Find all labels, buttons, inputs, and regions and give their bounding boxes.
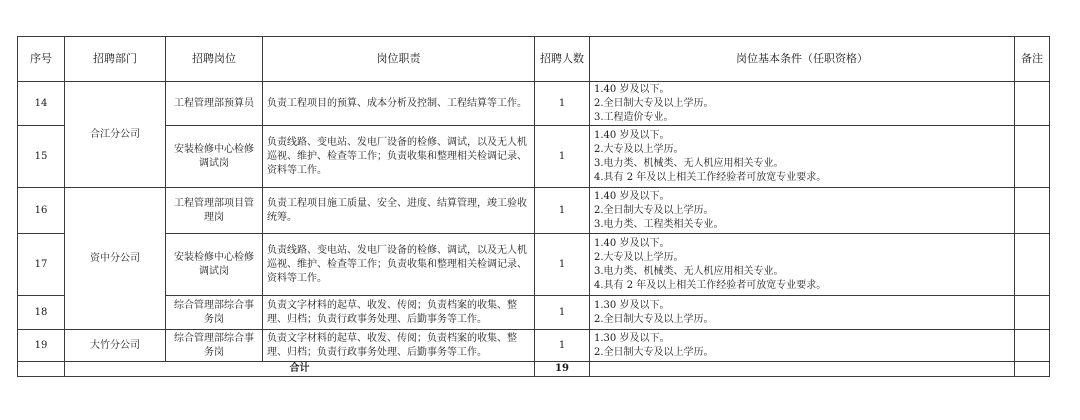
condition-line: 3.电力类、机械类、无人机应用相关专业。 [594,157,784,169]
row-count: 1 [535,296,590,330]
condition-line: 3.电力类、工程类相关专业。 [594,218,724,230]
row-post: 综合管理部综合事务岗 [166,296,263,330]
header-count: 招聘人数 [535,37,590,82]
row-conditions [590,296,1015,330]
row-dept: 大竹分公司 [65,330,166,362]
condition-line: 4.具有 2 年及以上相关工作经验者可放宽专业要求。 [594,171,827,183]
table-row [18,82,1050,126]
row-seq: 14 [18,82,65,126]
row-note [1015,234,1050,296]
row-count: 1 [535,234,590,296]
row-dept: 资中分公司 [65,188,166,330]
row-note [1015,188,1050,234]
total-conditions-cell [590,362,1015,377]
row-duty: 负责文字材料的起草、收发、传阅；负责档案的收集、整理、归档；负责行政事务处理、后勤事务等工作。 [263,296,535,330]
condition-line: 1.40 岁及以下。 [594,237,670,249]
header-row [18,37,1050,82]
row-count: 1 [535,82,590,126]
row-note [1015,330,1050,362]
row-seq: 17 [18,234,65,296]
row-note [1015,126,1050,188]
condition-line: 1.30 岁及以下。 [594,332,670,344]
recruitment-table [17,36,1050,377]
condition-line: 2.大专及以上学历。 [594,251,684,263]
condition-line: 3.电力类、机械类、无人机应用相关专业。 [594,265,784,277]
row-conditions [590,82,1015,126]
total-count: 19 [535,362,590,377]
row-post: 工程管理部预算员 [166,82,263,126]
total-row [18,362,1050,377]
header-conditions: 岗位基本条件（任职资格） [590,37,1015,82]
total-note-cell [1015,362,1050,377]
row-count: 1 [535,126,590,188]
table-row [18,188,1050,234]
row-post: 工程管理部项目管理岗 [166,188,263,234]
row-seq: 18 [18,296,65,330]
total-seq-cell [18,362,65,377]
row-conditions [590,188,1015,234]
row-conditions [590,330,1015,362]
table-row [18,234,1050,296]
condition-line: 2.全日制大专及以上学历。 [594,97,714,109]
condition-line: 2.大专及以上学历。 [594,143,684,155]
condition-line: 1.40 岁及以下。 [594,129,670,141]
row-seq: 16 [18,188,65,234]
total-label: 合计 [65,362,535,377]
condition-line: 2.全日制大专及以上学历。 [594,313,714,325]
condition-line: 2.全日制大专及以上学历。 [594,346,714,358]
table-row [18,296,1050,330]
header-dept: 招聘部门 [65,37,166,82]
header-note: 备注 [1015,37,1050,82]
condition-line: 1.40 岁及以下。 [594,190,670,202]
row-note [1015,82,1050,126]
condition-line: 1.40 岁及以下。 [594,83,670,95]
row-post: 安装检修中心检修调试岗 [166,126,263,188]
row-seq: 19 [18,330,65,362]
condition-line: 4.具有 2 年及以上相关工作经验者可放宽专业要求。 [594,279,827,291]
row-dept: 合江分公司 [65,82,166,188]
row-duty: 负责线路、变电站、发电厂设备的检修、调试，以及无人机巡视、维护、检查等工作；负责收集和整理相关检调记录、资料等工作。 [263,234,535,296]
table-row [18,330,1050,362]
row-note [1015,296,1050,330]
row-conditions [590,234,1015,296]
row-count: 1 [535,188,590,234]
row-count: 1 [535,330,590,362]
condition-line: 1.30 岁及以下。 [594,299,670,311]
row-seq: 15 [18,126,65,188]
header-seq: 序号 [18,37,65,82]
header-duty: 岗位职责 [263,37,535,82]
condition-line: 3.工程造价专业。 [594,111,674,123]
condition-line: 2.全日制大专及以上学历。 [594,204,714,216]
header-post: 招聘岗位 [166,37,263,82]
row-post: 安装检修中心检修调试岗 [166,234,263,296]
row-duty: 负责工程项目施工质量、安全、进度、结算管理，竣工验收统筹。 [263,188,535,234]
row-conditions [590,126,1015,188]
row-duty: 负责工程项目的预算、成本分析及控制、工程结算等工作。 [263,82,535,126]
row-post: 综合管理部综合事务岗 [166,330,263,362]
row-duty: 负责线路、变电站、发电厂设备的检修、调试，以及无人机巡视、维护、检查等工作；负责收集和整理相关检调记录、资料等工作。 [263,126,535,188]
row-duty: 负责文字材料的起草、收发、传阅；负责档案的收集、整理、归档；负责行政事务处理、后勤事务等工作。 [263,330,535,362]
table-row [18,126,1050,188]
